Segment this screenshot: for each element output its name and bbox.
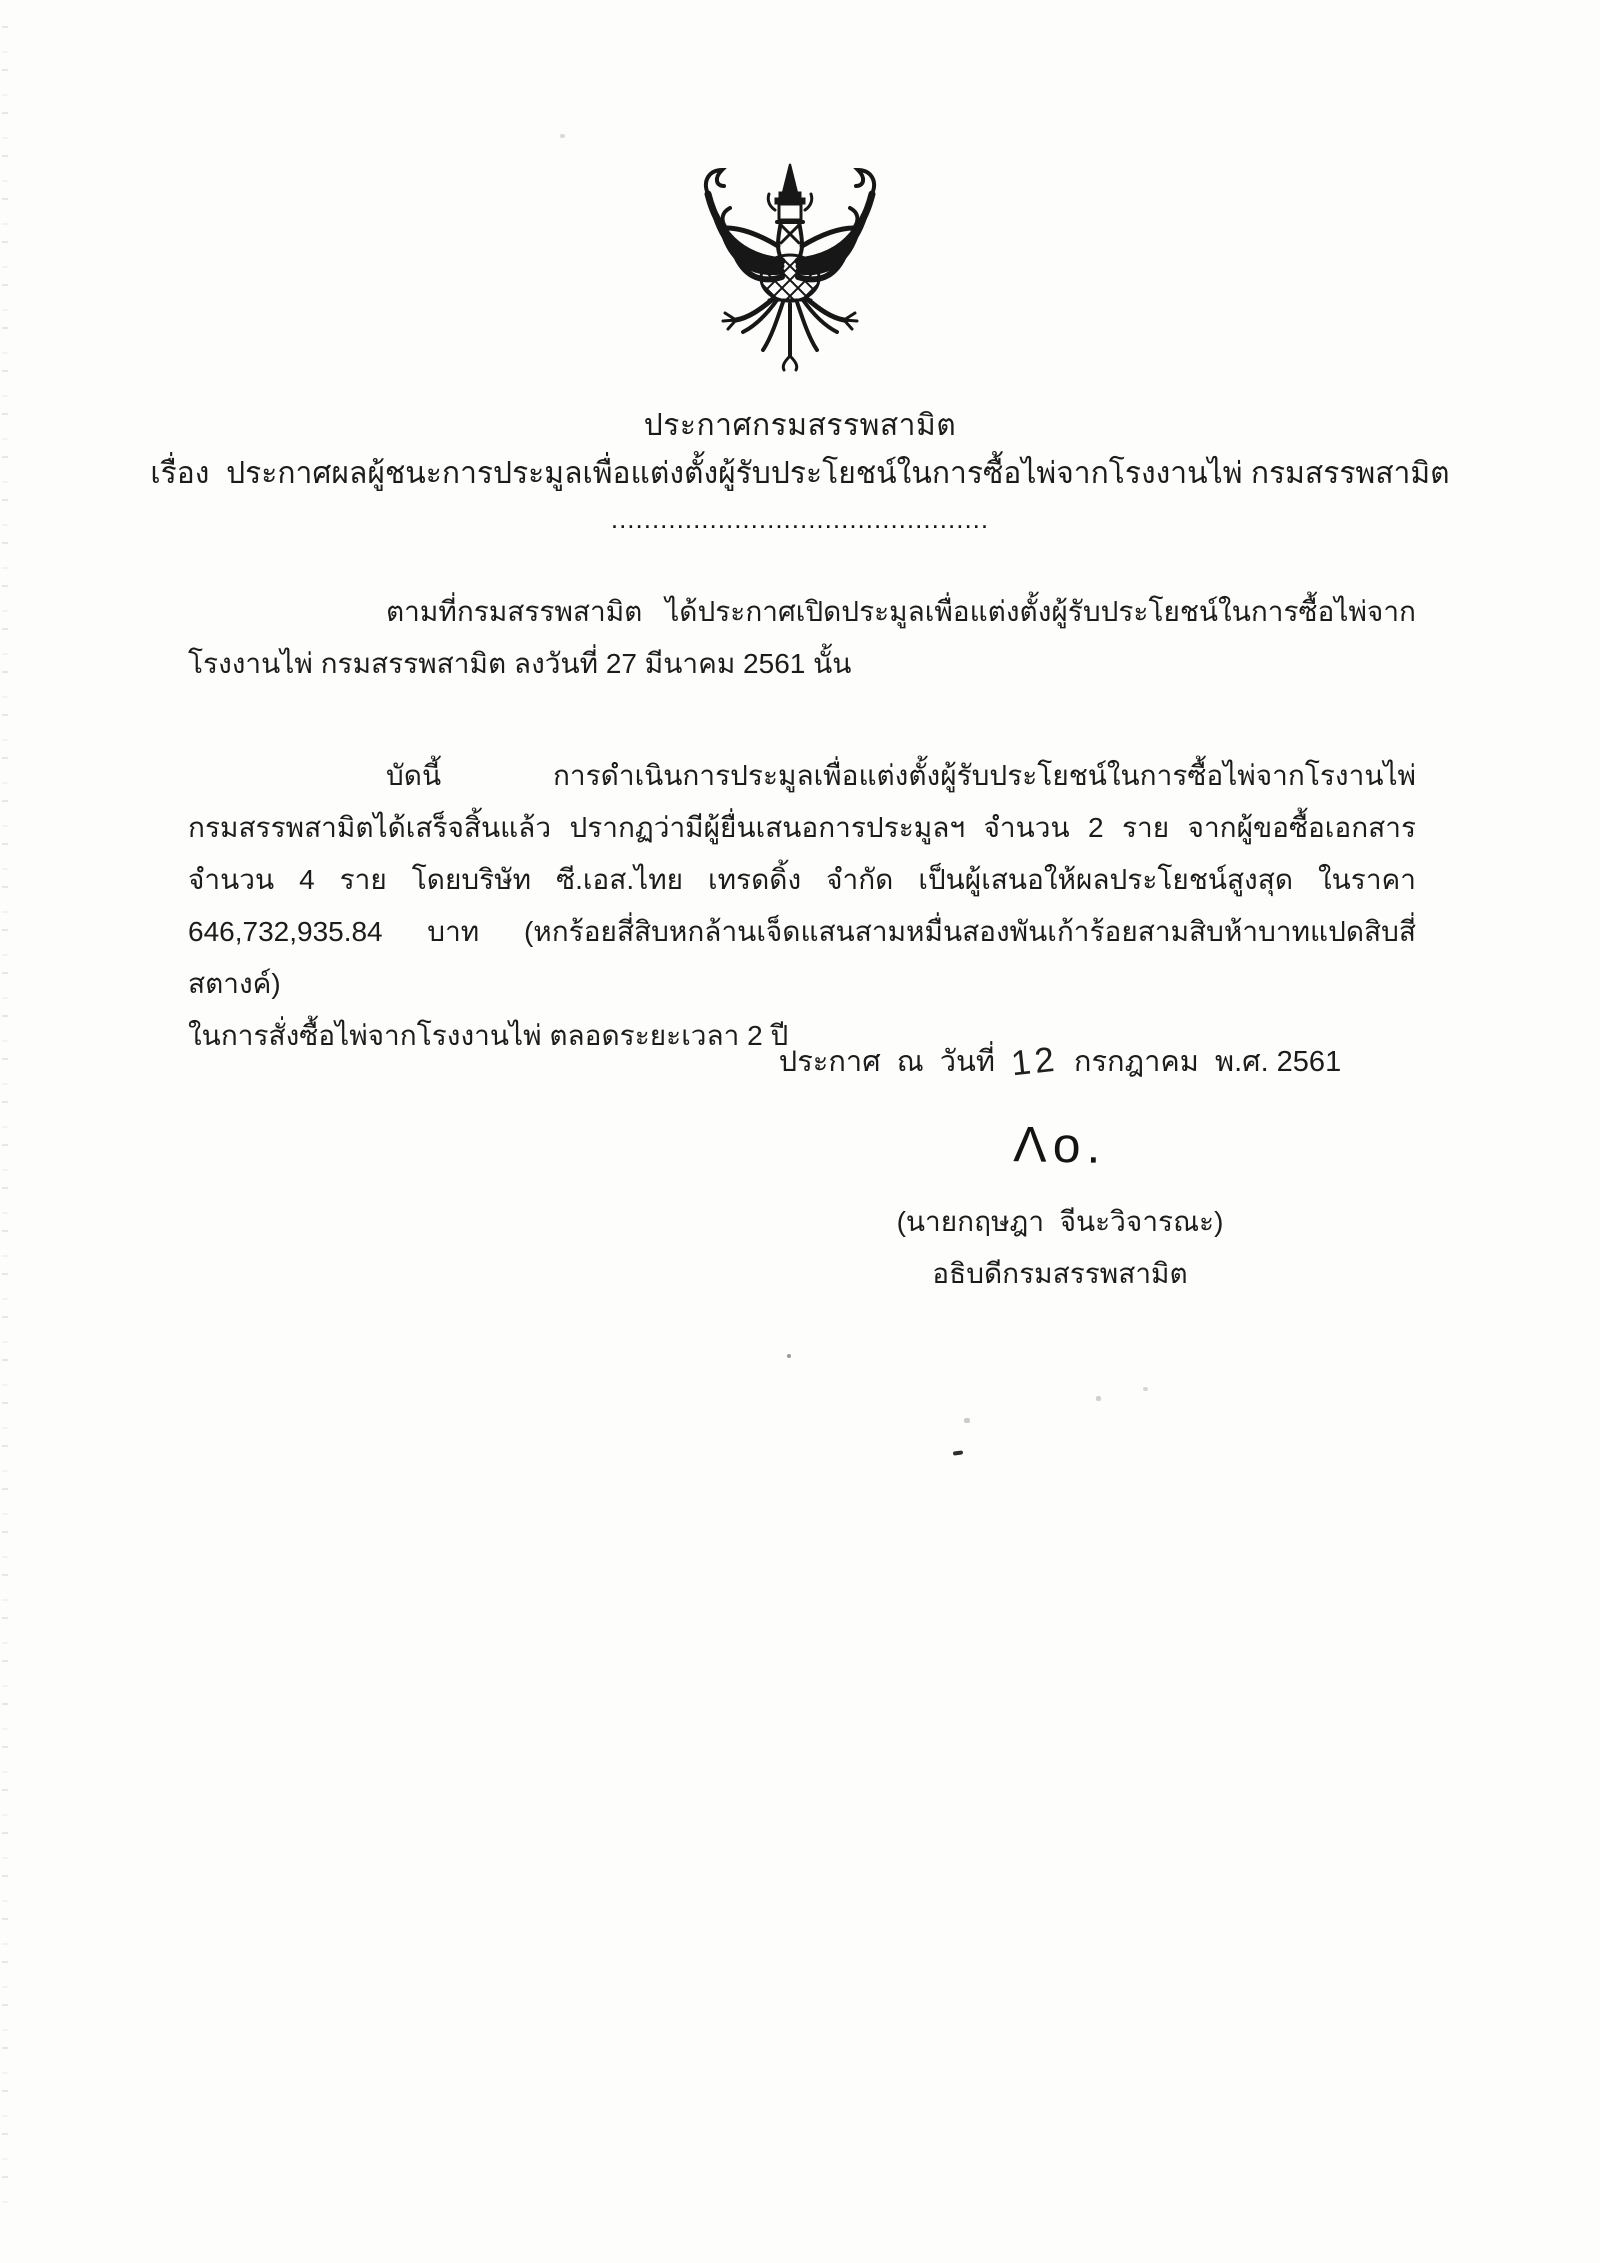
handwritten-signature: Λο. bbox=[1012, 1116, 1108, 1174]
paragraph-1 bbox=[188, 586, 1416, 690]
announcement-date-line bbox=[770, 1038, 1350, 1084]
subject-line: เรื่อง ประกาศผลผู้ชนะการประมูลเพื่อแต่งตั้งผู้รับประโยชน์ในการซื้อไพ่จากโรงงานไพ่ กรมสรรพสามิต bbox=[150, 457, 1450, 490]
garuda-emblem-icon bbox=[678, 158, 902, 372]
signer-name: (นายกฤษฎา จีนะวิจารณะ) bbox=[896, 1206, 1224, 1237]
paragraph-line: ในการสั่งซื้อไพ่จากโรงงานไพ่ ตลอดระยะเวลา 2 ปี bbox=[188, 1020, 789, 1051]
paragraph-line: บัดนี้ การดำเนินการประมูลเพื่อแต่งตั้งผู้รับประโยชน์ในการซื้อไพ่จากโรงานไพ่ bbox=[386, 760, 1416, 791]
announcement-prefix: ประกาศ ณ วันที่ bbox=[778, 1046, 995, 1078]
paragraph-line: กรมสรรพสามิตได้เสร็จสิ้นแล้ว ปรากฏว่ามีผู้ยื่นเสนอการประมูลฯ จำนวน 2 ราย จากผู้ขอซื้อเอกสาร bbox=[188, 812, 1416, 843]
handwritten-day: 12 bbox=[1009, 1039, 1060, 1084]
scan-artifact bbox=[1143, 1387, 1148, 1391]
paragraph-line: โรงงานไพ่ กรมสรรพสามิต ลงวันที่ 27 มีนาคม 2561 นั้น bbox=[188, 648, 852, 679]
agency-title: ประกาศกรมสรรพสามิต bbox=[643, 409, 957, 442]
paragraph-line: ตามที่กรมสรรพสามิต ได้ประกาศเปิดประมูลเพื่อแต่งตั้งผู้รับประโยชน์ในการซื้อไพ่จาก bbox=[386, 596, 1416, 627]
signature-block bbox=[810, 1114, 1310, 1294]
scan-artifact bbox=[1096, 1396, 1101, 1401]
paragraph-2 bbox=[188, 750, 1416, 1062]
scan-artifact bbox=[953, 1450, 963, 1455]
dotted-divider: .............................................. bbox=[610, 504, 990, 534]
scan-artifact bbox=[787, 1354, 791, 1358]
scan-artifact bbox=[560, 134, 565, 138]
scan-artifact bbox=[2, 10, 8, 2210]
announcement-suffix: กรกฎาคม พ.ศ. 2561 bbox=[1073, 1046, 1342, 1078]
paragraph-line: 646,732,935.84 บาท (หกร้อยสี่สิบหกล้านเจ็ดแสนสามหมื่นสองพันเก้าร้อยสามสิบห้าบาทแปดสิบสี่สตางค์) bbox=[188, 916, 1416, 999]
paragraph-line: จำนวน 4 ราย โดยบริษัท ซี.เอส.ไทย เทรดดิ้ง จำกัด เป็นผู้เสนอให้ผลประโยชน์สูงสุด ในราคา bbox=[188, 864, 1416, 895]
scan-artifact bbox=[964, 1418, 970, 1423]
signer-title: อธิบดีกรมสรรพสามิต bbox=[932, 1258, 1188, 1289]
